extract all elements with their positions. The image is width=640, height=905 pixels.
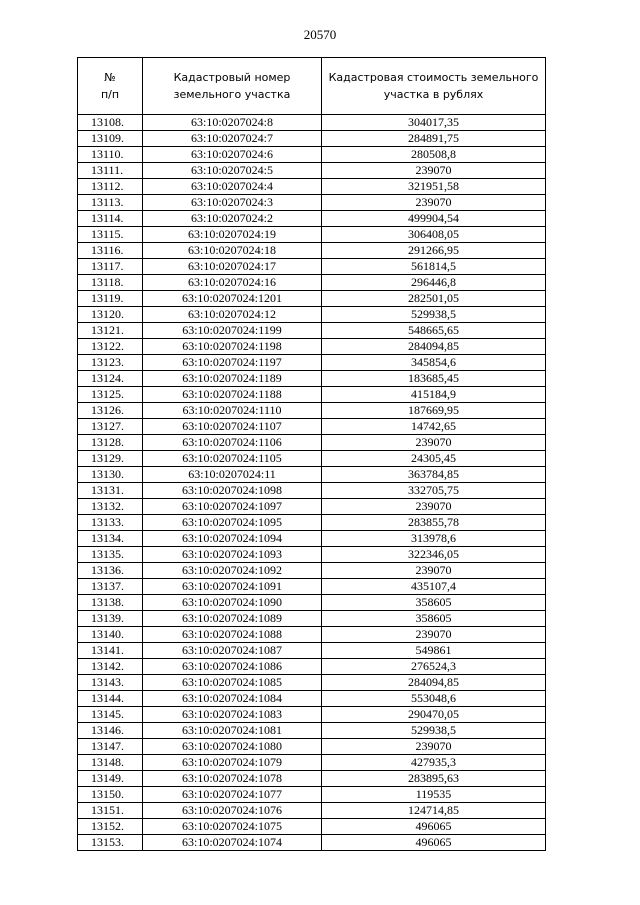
- cadastral-number: 63:10:0207024:1090: [143, 595, 322, 611]
- cadastral-number: 63:10:0207024:6: [143, 147, 322, 163]
- cadastral-value: 239070: [322, 499, 546, 515]
- cadastral-value: 332705,75: [322, 483, 546, 499]
- table-header-row: [78, 58, 546, 115]
- cadastral-value: 284094,85: [322, 675, 546, 691]
- cadastral-value: 290470,05: [322, 707, 546, 723]
- cadastral-value: 280508,8: [322, 147, 546, 163]
- cadastral-number: 63:10:0207024:4: [143, 179, 322, 195]
- cadastral-number: 63:10:0207024:1197: [143, 355, 322, 371]
- cadastral-value: 363784,85: [322, 467, 546, 483]
- cadastral-value: 282501,05: [322, 291, 546, 307]
- cadastral-value: 276524,3: [322, 659, 546, 675]
- table-row: [78, 355, 546, 371]
- cadastral-number: 63:10:0207024:1201: [143, 291, 322, 307]
- table-row: [78, 291, 546, 307]
- cadastral-number: 63:10:0207024:1188: [143, 387, 322, 403]
- row-number: 13139.: [78, 611, 143, 627]
- row-number: 13134.: [78, 531, 143, 547]
- cadastral-number: 63:10:0207024:1105: [143, 451, 322, 467]
- cadastral-value: 553048,6: [322, 691, 546, 707]
- cadastral-number: 63:10:0207024:1198: [143, 339, 322, 355]
- row-number: 13133.: [78, 515, 143, 531]
- row-number: 13112.: [78, 179, 143, 195]
- row-number: 13120.: [78, 307, 143, 323]
- row-number: 13127.: [78, 419, 143, 435]
- cadastral-number: 63:10:0207024:3: [143, 195, 322, 211]
- cadastral-number: 63:10:0207024:12: [143, 307, 322, 323]
- row-number: 13130.: [78, 467, 143, 483]
- table-row: [78, 163, 546, 179]
- table-row: [78, 803, 546, 819]
- table-row: [78, 723, 546, 739]
- cadastral-value: 435107,4: [322, 579, 546, 595]
- cadastral-value: 358605: [322, 611, 546, 627]
- row-number: 13148.: [78, 755, 143, 771]
- row-number: 13153.: [78, 835, 143, 851]
- cadastral-number: 63:10:0207024:1095: [143, 515, 322, 531]
- cadastral-number: 63:10:0207024:1094: [143, 531, 322, 547]
- cadastral-number: 63:10:0207024:1110: [143, 403, 322, 419]
- row-number: 13143.: [78, 675, 143, 691]
- cadastral-value: 321951,58: [322, 179, 546, 195]
- cadastral-number: 63:10:0207024:1089: [143, 611, 322, 627]
- cadastral-value: 283855,78: [322, 515, 546, 531]
- table-row: [78, 755, 546, 771]
- cadastral-number: 63:10:0207024:1097: [143, 499, 322, 515]
- cadastral-number: 63:10:0207024:1091: [143, 579, 322, 595]
- cadastral-value: 296446,8: [322, 275, 546, 291]
- cadastral-value: 239070: [322, 195, 546, 211]
- table-body: [78, 115, 546, 851]
- table-row: [78, 403, 546, 419]
- row-number: 13140.: [78, 627, 143, 643]
- row-number: 13109.: [78, 131, 143, 147]
- table-row: [78, 467, 546, 483]
- row-number: 13135.: [78, 547, 143, 563]
- cadastral-value: 496065: [322, 819, 546, 835]
- row-number: 13142.: [78, 659, 143, 675]
- header-cadastral-number: Кадастровый номер земельного участка: [143, 58, 322, 115]
- cadastral-number: 63:10:0207024:17: [143, 259, 322, 275]
- cadastral-number: 63:10:0207024:1093: [143, 547, 322, 563]
- row-number: 13149.: [78, 771, 143, 787]
- table-row: [78, 339, 546, 355]
- row-number: 13145.: [78, 707, 143, 723]
- row-number: 13138.: [78, 595, 143, 611]
- cadastral-number: 63:10:0207024:1107: [143, 419, 322, 435]
- row-number: 13152.: [78, 819, 143, 835]
- cadastral-number: 63:10:0207024:11: [143, 467, 322, 483]
- table-row: [78, 595, 546, 611]
- cadastral-number: 63:10:0207024:1199: [143, 323, 322, 339]
- row-number: 13124.: [78, 371, 143, 387]
- row-number: 13108.: [78, 115, 143, 131]
- row-number: 13150.: [78, 787, 143, 803]
- cadastral-value: 284891,75: [322, 131, 546, 147]
- cadastral-number: 63:10:0207024:1077: [143, 787, 322, 803]
- cadastral-number: 63:10:0207024:18: [143, 243, 322, 259]
- cadastral-number: 63:10:0207024:1074: [143, 835, 322, 851]
- cadastral-number: 63:10:0207024:1087: [143, 643, 322, 659]
- cadastral-value: 284094,85: [322, 339, 546, 355]
- table-row: [78, 451, 546, 467]
- table-row: [78, 675, 546, 691]
- cadastral-value: 427935,3: [322, 755, 546, 771]
- cadastral-value: 313978,6: [322, 531, 546, 547]
- row-number: 13137.: [78, 579, 143, 595]
- cadastral-value: 119535: [322, 787, 546, 803]
- row-number: 13123.: [78, 355, 143, 371]
- cadastral-number: 63:10:0207024:2: [143, 211, 322, 227]
- row-number: 13111.: [78, 163, 143, 179]
- table-row: [78, 771, 546, 787]
- header-cadastral-value: Кадастровая стоимость земельного участка в рублях: [322, 58, 546, 115]
- cadastral-value: 283895,63: [322, 771, 546, 787]
- table-row: [78, 579, 546, 595]
- cadastral-number: 63:10:0207024:1189: [143, 371, 322, 387]
- cadastral-value: 529938,5: [322, 723, 546, 739]
- cadastral-number: 63:10:0207024:1084: [143, 691, 322, 707]
- cadastral-number: 63:10:0207024:1081: [143, 723, 322, 739]
- table-row: [78, 515, 546, 531]
- cadastral-number: 63:10:0207024:1075: [143, 819, 322, 835]
- table-row: [78, 531, 546, 547]
- cadastral-value: 124714,85: [322, 803, 546, 819]
- table-row: [78, 275, 546, 291]
- table-row: [78, 259, 546, 275]
- table-row: [78, 611, 546, 627]
- table-row: [78, 323, 546, 339]
- row-number: 13147.: [78, 739, 143, 755]
- cadastral-number: 63:10:0207024:19: [143, 227, 322, 243]
- row-number: 13132.: [78, 499, 143, 515]
- cadastral-value: 239070: [322, 739, 546, 755]
- cadastral-value: 561814,5: [322, 259, 546, 275]
- cadastral-number: 63:10:0207024:1098: [143, 483, 322, 499]
- table-row: [78, 227, 546, 243]
- row-number: 13115.: [78, 227, 143, 243]
- row-number: 13136.: [78, 563, 143, 579]
- cadastral-number: 63:10:0207024:16: [143, 275, 322, 291]
- table-row: [78, 387, 546, 403]
- row-number: 13141.: [78, 643, 143, 659]
- page-number: 20570: [303, 27, 337, 42]
- cadastral-value: 291266,95: [322, 243, 546, 259]
- cadastral-value: 529938,5: [322, 307, 546, 323]
- row-number: 13144.: [78, 691, 143, 707]
- table-row: [78, 211, 546, 227]
- cadastral-value: 499904,54: [322, 211, 546, 227]
- table-row: [78, 419, 546, 435]
- cadastral-value: 239070: [322, 627, 546, 643]
- row-number: 13113.: [78, 195, 143, 211]
- row-number: 13121.: [78, 323, 143, 339]
- row-number: 13110.: [78, 147, 143, 163]
- row-number: 13129.: [78, 451, 143, 467]
- table-row: [78, 659, 546, 675]
- cadastral-value: 415184,9: [322, 387, 546, 403]
- cadastral-number: 63:10:0207024:1086: [143, 659, 322, 675]
- cadastral-number: 63:10:0207024:1083: [143, 707, 322, 723]
- row-number: 13146.: [78, 723, 143, 739]
- table-row: [78, 643, 546, 659]
- cadastral-number: 63:10:0207024:8: [143, 115, 322, 131]
- table-row: [78, 707, 546, 723]
- cadastral-number: 63:10:0207024:1079: [143, 755, 322, 771]
- cadastral-number: 63:10:0207024:1092: [143, 563, 322, 579]
- table-row: [78, 691, 546, 707]
- row-number: 13131.: [78, 483, 143, 499]
- cadastral-value: 183685,45: [322, 371, 546, 387]
- cadastral-value: 345854,6: [322, 355, 546, 371]
- table-row: [78, 371, 546, 387]
- row-number: 13126.: [78, 403, 143, 419]
- row-number: 13151.: [78, 803, 143, 819]
- cadastral-number: 63:10:0207024:7: [143, 131, 322, 147]
- table-row: [78, 627, 546, 643]
- table-row: [78, 147, 546, 163]
- table-row: [78, 435, 546, 451]
- cadastral-value: 496065: [322, 835, 546, 851]
- cadastral-value: 187669,95: [322, 403, 546, 419]
- table-row: [78, 547, 546, 563]
- row-number: 13118.: [78, 275, 143, 291]
- row-number: 13114.: [78, 211, 143, 227]
- cadastral-number: 63:10:0207024:1080: [143, 739, 322, 755]
- row-number: 13122.: [78, 339, 143, 355]
- table-row: [78, 499, 546, 515]
- table-row: [78, 483, 546, 499]
- table-row: [78, 563, 546, 579]
- table-row: [78, 115, 546, 131]
- row-number: 13116.: [78, 243, 143, 259]
- row-number: 13128.: [78, 435, 143, 451]
- cadastral-number: 63:10:0207024:1088: [143, 627, 322, 643]
- cadastral-value: 322346,05: [322, 547, 546, 563]
- cadastral-value: 239070: [322, 563, 546, 579]
- cadastral-value: 239070: [322, 435, 546, 451]
- table-row: [78, 787, 546, 803]
- row-number: 13125.: [78, 387, 143, 403]
- table-row: [78, 195, 546, 211]
- cadastral-value-table: [77, 57, 546, 851]
- cadastral-value: 14742,65: [322, 419, 546, 435]
- table-row: [78, 739, 546, 755]
- table-row: [78, 131, 546, 147]
- cadastral-value: 358605: [322, 595, 546, 611]
- table-row: [78, 835, 546, 851]
- row-number: 13117.: [78, 259, 143, 275]
- cadastral-value: 548665,65: [322, 323, 546, 339]
- cadastral-number: 63:10:0207024:1085: [143, 675, 322, 691]
- cadastral-value: 24305,45: [322, 451, 546, 467]
- cadastral-number: 63:10:0207024:1078: [143, 771, 322, 787]
- header-num: № п/п: [78, 58, 143, 115]
- table-row: [78, 819, 546, 835]
- cadastral-value: 306408,05: [322, 227, 546, 243]
- cadastral-value: 239070: [322, 163, 546, 179]
- cadastral-number: 63:10:0207024:5: [143, 163, 322, 179]
- table-row: [78, 179, 546, 195]
- table-row: [78, 243, 546, 259]
- cadastral-value: 304017,35: [322, 115, 546, 131]
- cadastral-number: 63:10:0207024:1076: [143, 803, 322, 819]
- table-row: [78, 307, 546, 323]
- row-number: 13119.: [78, 291, 143, 307]
- cadastral-number: 63:10:0207024:1106: [143, 435, 322, 451]
- cadastral-value: 549861: [322, 643, 546, 659]
